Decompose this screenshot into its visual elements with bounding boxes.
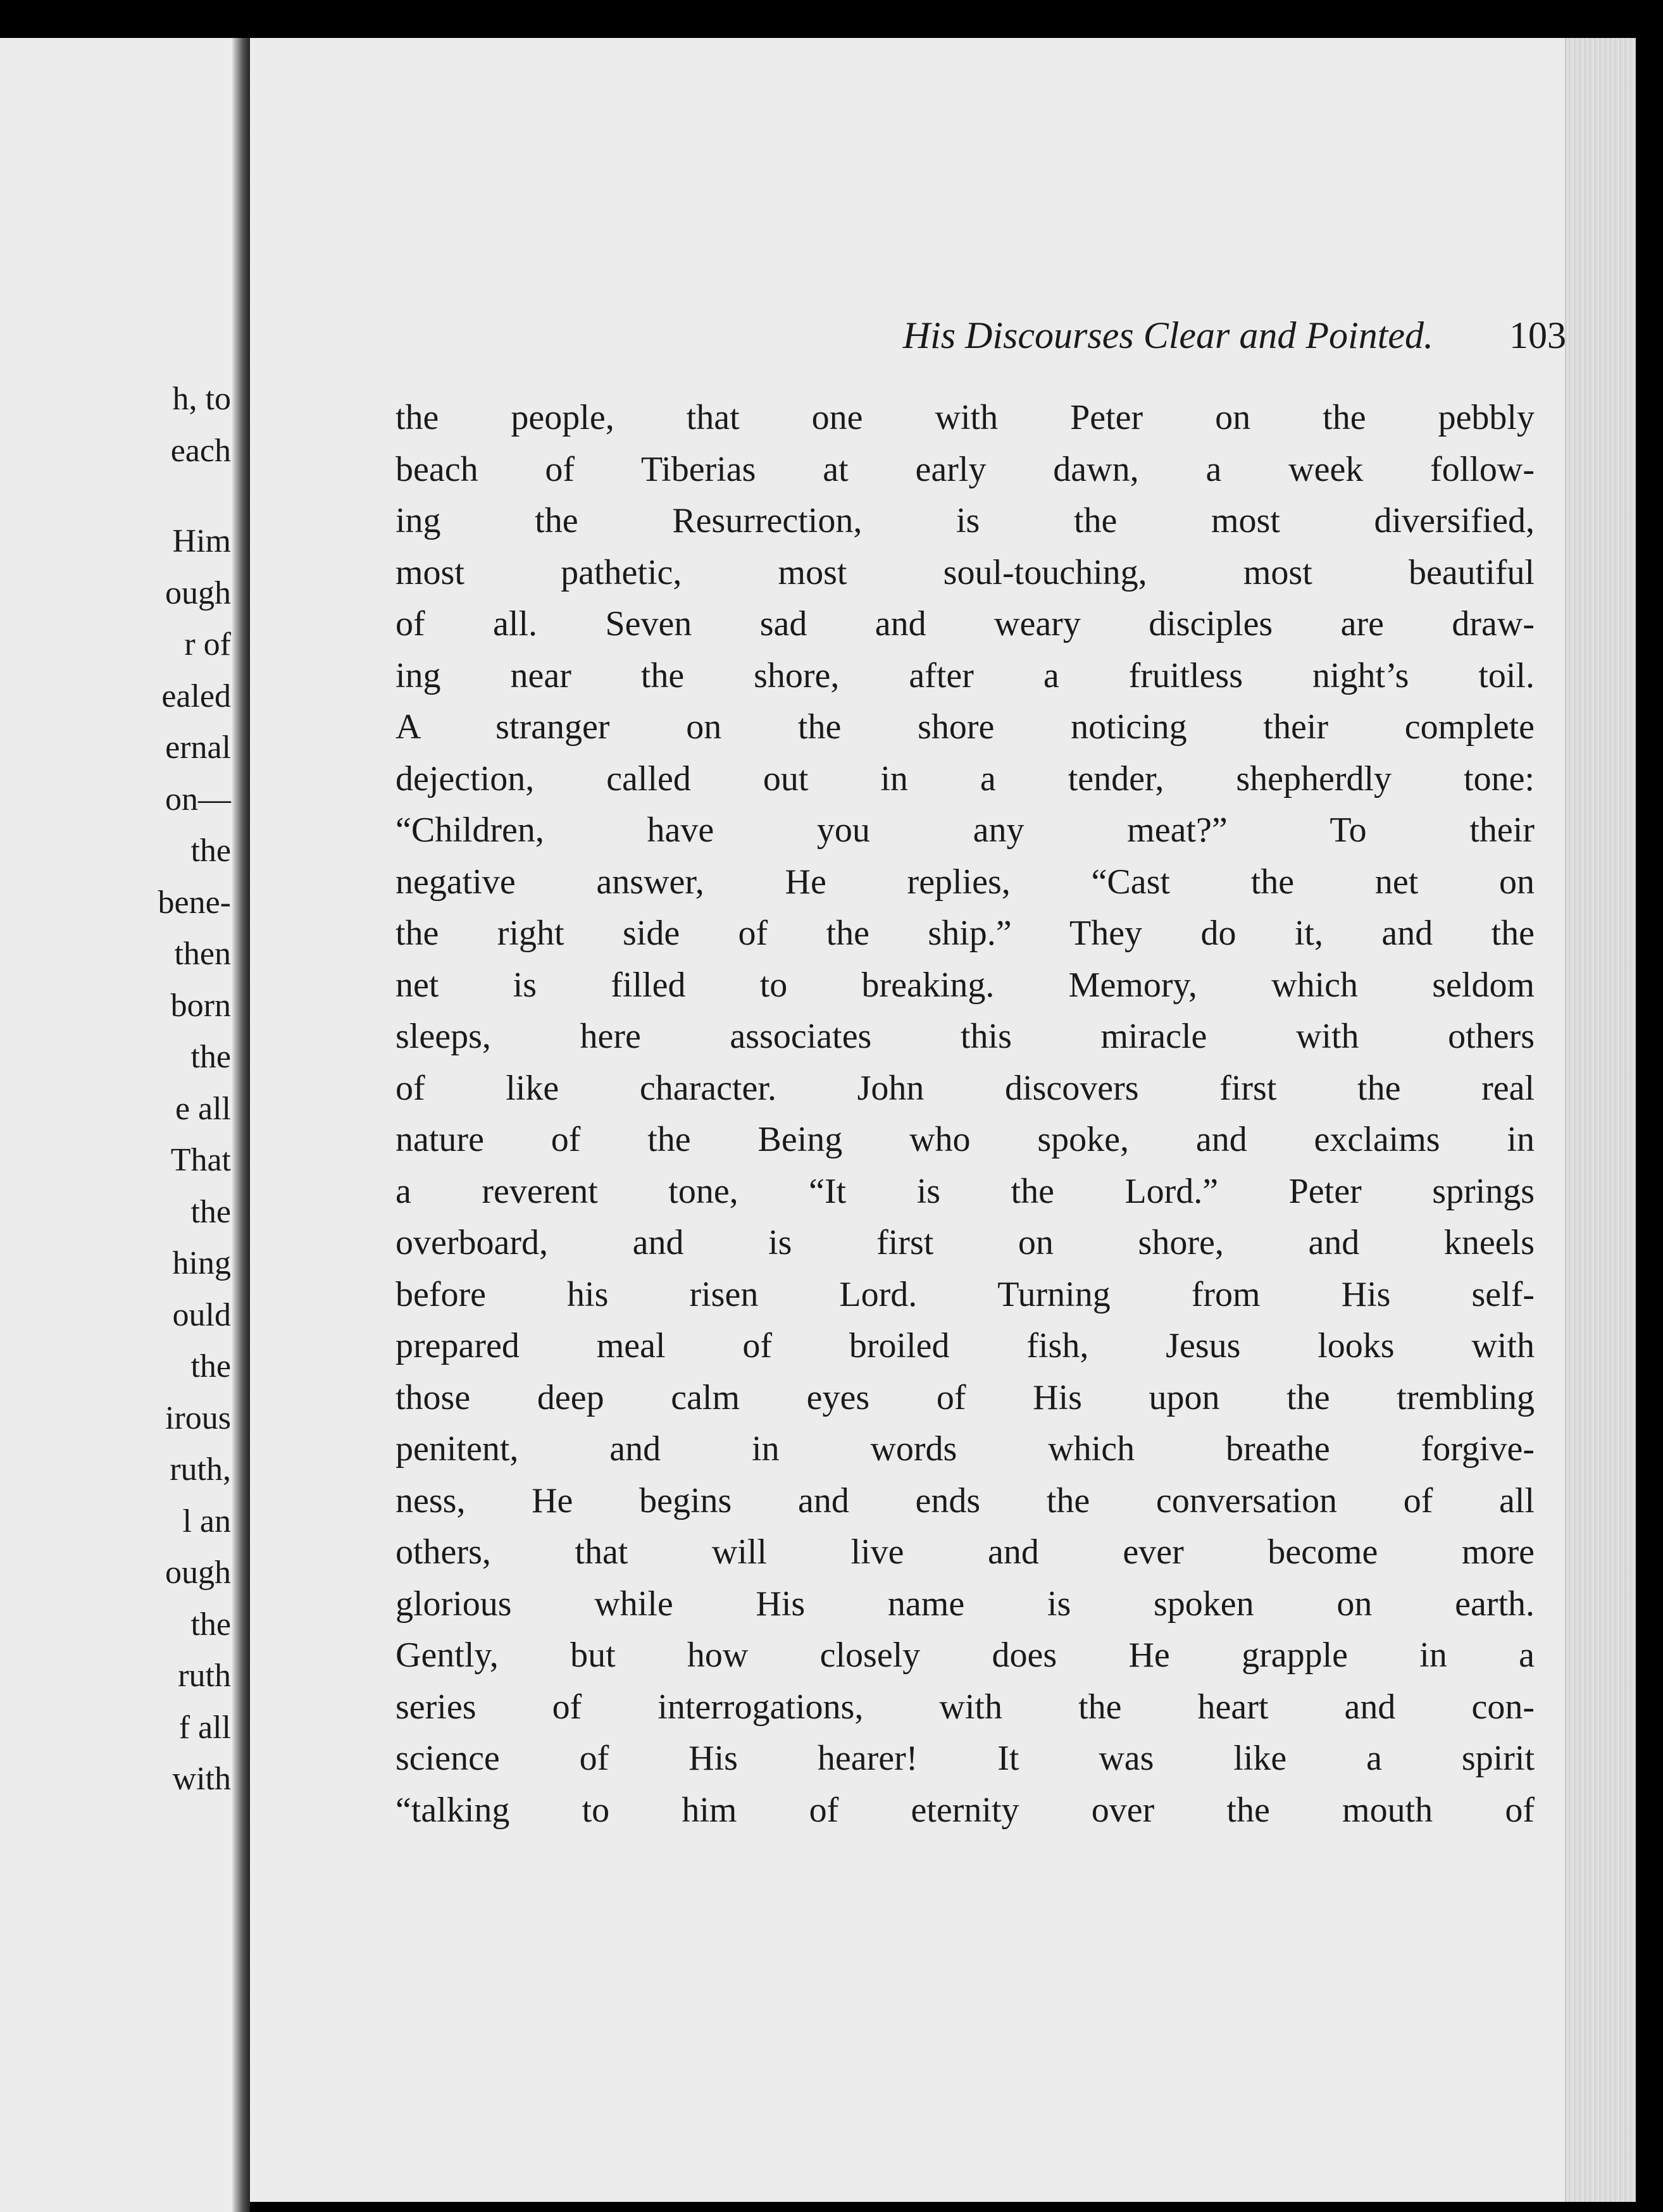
facing-text-fragment: bene- bbox=[158, 884, 231, 921]
text-line: Gently, but how closely does He grapple in a bbox=[396, 1636, 1535, 1675]
facing-text-fragment: That bbox=[170, 1142, 231, 1178]
text-line: ing near the shore, after a fruitless night’s toil. bbox=[396, 656, 1535, 695]
facing-text-fragment: e all bbox=[175, 1090, 231, 1127]
text-line: dejection, called out in a tender, shepherdly tone: bbox=[396, 759, 1535, 798]
facing-text-fragment: the bbox=[190, 833, 231, 869]
paragraph-gap bbox=[0, 476, 231, 516]
text-line: “Children, have you any meat?” To their bbox=[396, 811, 1535, 850]
text-line: science of His hearer! It was like a spirit bbox=[396, 1739, 1535, 1778]
facing-text-fragment: ernal bbox=[165, 730, 231, 766]
text-line: series of interrogations, with the heart and con- bbox=[396, 1687, 1535, 1727]
facing-text-fragment: ruth, bbox=[170, 1451, 231, 1488]
page-header bbox=[516, 304, 1566, 367]
facing-text-fragment: then bbox=[174, 936, 231, 972]
text-line: prepared meal of broiled fish, Jesus looks with bbox=[396, 1326, 1535, 1365]
text-line: nature of the Being who spoke, and exclaims in bbox=[396, 1120, 1535, 1159]
facing-text-fragment: the bbox=[190, 1348, 231, 1384]
facing-text-fragment: f all bbox=[178, 1709, 231, 1746]
facing-text-fragment: ough bbox=[165, 575, 231, 611]
text-line: A stranger on the shore noticing their complete bbox=[396, 707, 1535, 747]
facing-text-fragment: the bbox=[190, 1193, 231, 1230]
text-line: the right side of the ship.” They do it, and the bbox=[396, 914, 1535, 953]
book-gutter-shadow bbox=[232, 38, 250, 2212]
page-number: 103 bbox=[1509, 314, 1566, 356]
text-line: others, that will live and ever become more bbox=[396, 1532, 1535, 1572]
text-line: of all. Seven sad and weary disciples are draw- bbox=[396, 604, 1535, 643]
text-line: glorious while His name is spoken on earth. bbox=[396, 1584, 1535, 1624]
facing-text-fragment: on— bbox=[165, 781, 231, 817]
facing-page-left bbox=[0, 38, 250, 2212]
facing-text-fragment: the bbox=[190, 1039, 231, 1075]
text-line: ing the Resurrection, is the most diversified, bbox=[396, 501, 1535, 540]
facing-text-fragment: Him bbox=[172, 523, 231, 559]
text-line: “talking to him of eternity over the mouth of bbox=[396, 1790, 1535, 1830]
facing-text-fragment: ough bbox=[165, 1555, 231, 1591]
text-line: penitent, and in words which breathe forgive- bbox=[396, 1429, 1535, 1469]
text-line: the people, that one with Peter on the pebbly bbox=[396, 398, 1535, 437]
text-line: ness, He begins and ends the conversation of all bbox=[396, 1481, 1535, 1520]
facing-page-text bbox=[0, 373, 231, 1805]
text-line: sleeps, here associates this miracle with others bbox=[396, 1017, 1535, 1056]
text-line: a reverent tone, “It is the Lord.” Peter springs bbox=[396, 1171, 1535, 1211]
body-text bbox=[396, 392, 1535, 1836]
facing-text-fragment: h, to bbox=[172, 381, 231, 417]
text-line: before his risen Lord. Turning from His self- bbox=[396, 1274, 1535, 1314]
facing-text-fragment: r of bbox=[184, 626, 231, 662]
text-line: most pathetic, most soul-touching, most beautiful bbox=[396, 552, 1535, 592]
facing-text-fragment: ruth bbox=[178, 1658, 231, 1694]
text-line: beach of Tiberias at early dawn, a week follow- bbox=[396, 449, 1535, 489]
facing-text-fragment: irous bbox=[165, 1400, 231, 1436]
book-page bbox=[250, 38, 1636, 2202]
facing-text-fragment: the bbox=[190, 1606, 231, 1643]
facing-text-fragment: with bbox=[172, 1761, 231, 1797]
text-line: overboard, and is first on shore, and kneels bbox=[396, 1223, 1535, 1262]
text-line: negative answer, He replies, “Cast the net on bbox=[396, 862, 1535, 902]
facing-text-fragment: ould bbox=[172, 1296, 231, 1333]
text-line: those deep calm eyes of His upon the trembling bbox=[396, 1377, 1535, 1417]
running-head: His Discourses Clear and Pointed. bbox=[902, 314, 1433, 356]
facing-text-fragment: ealed bbox=[161, 678, 231, 714]
facing-text-fragment: l an bbox=[182, 1503, 231, 1539]
text-line: net is filled to breaking. Memory, which seldom bbox=[396, 965, 1535, 1005]
text-line: of like character. John discovers first the real bbox=[396, 1068, 1535, 1108]
page-edges bbox=[1565, 38, 1636, 2202]
facing-text-fragment: each bbox=[170, 432, 231, 469]
facing-text-fragment: born bbox=[170, 987, 231, 1024]
facing-text-fragment: hing bbox=[172, 1245, 231, 1281]
